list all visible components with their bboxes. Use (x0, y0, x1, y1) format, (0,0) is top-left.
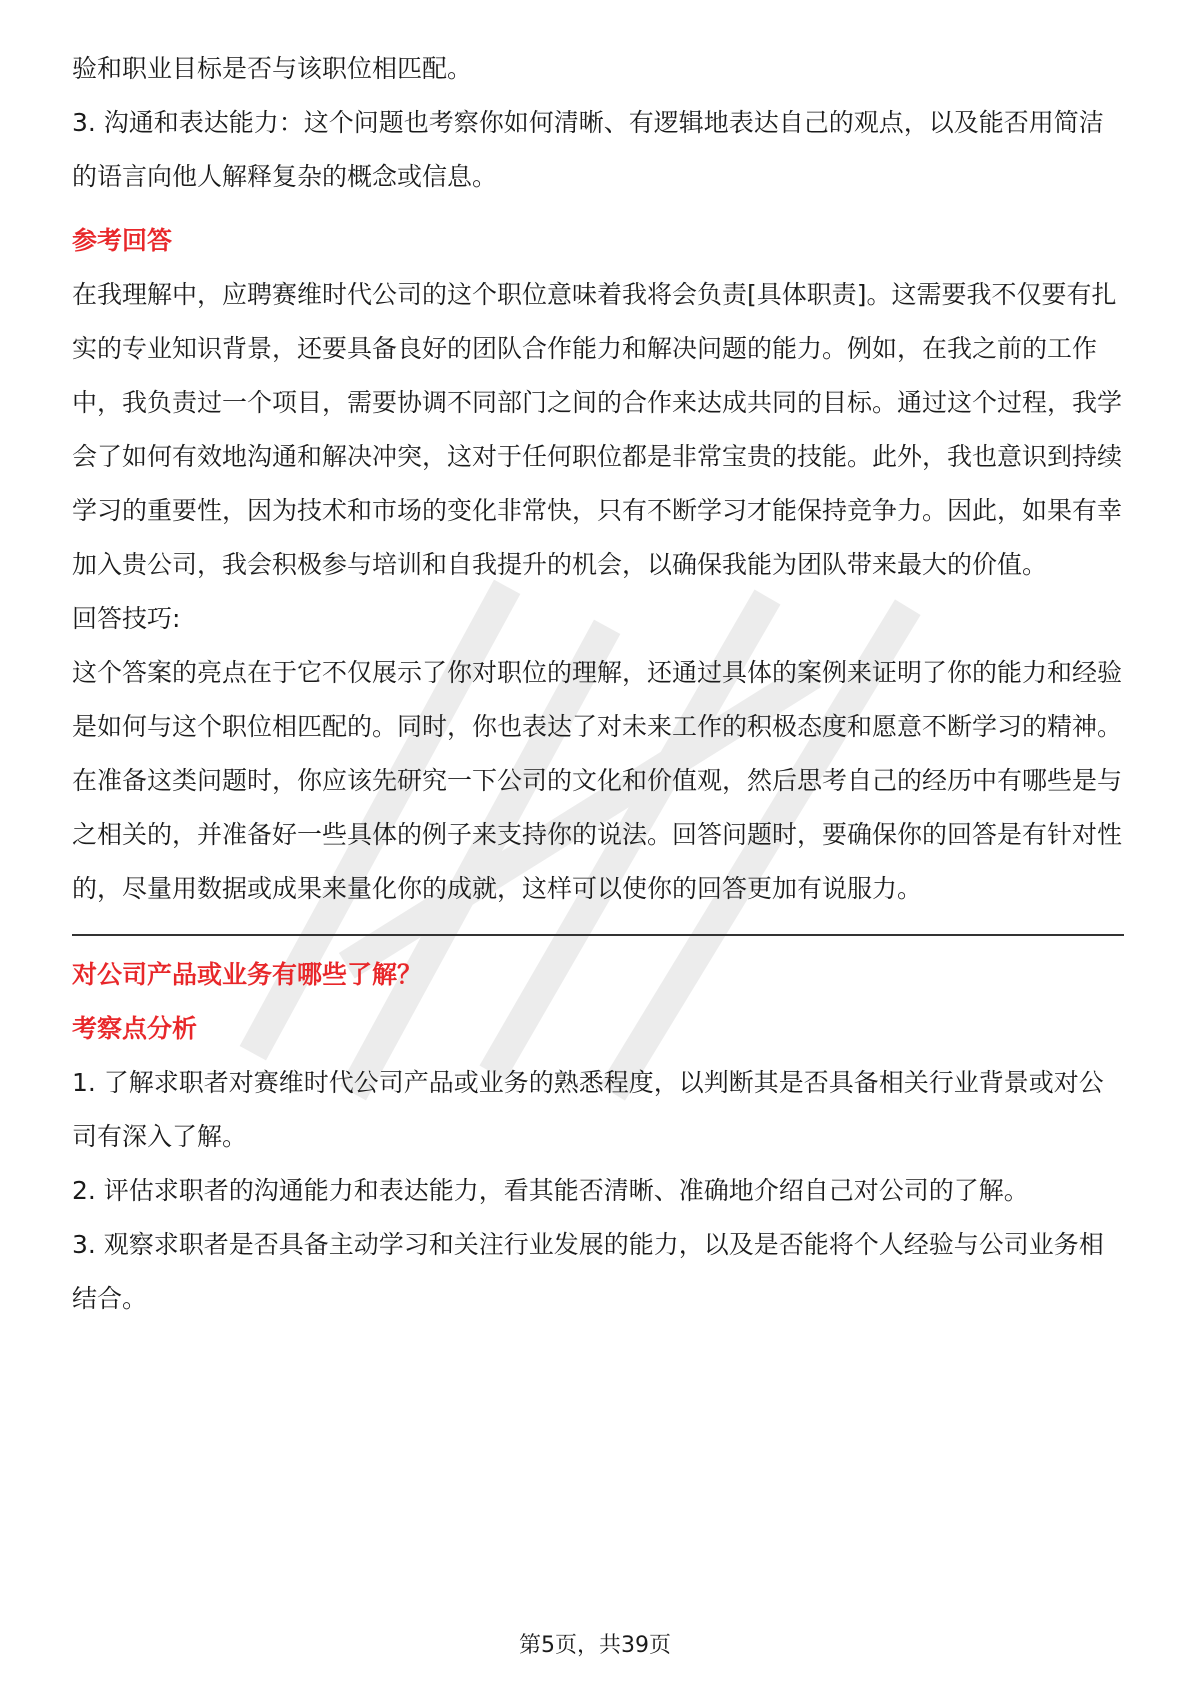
heading-question: 对公司产品或业务有哪些了解？ (72, 960, 423, 989)
tips-label: 回答技巧: (72, 604, 181, 633)
page-number-footer: 第5页，共39页 (519, 1633, 671, 1658)
heading-analysis: 考察点分析 (72, 1014, 198, 1043)
document-body (72, 42, 1122, 1326)
paragraph-continuation: 验和职业目标是否与该职位相匹配。 (72, 54, 473, 83)
heading-reference-answer: 参考回答 (72, 226, 173, 255)
analysis-item-2: 2. 评估求职者的沟通能力和表达能力，看其能否清晰、准确地介绍自己对公司的了解。 (72, 1176, 1029, 1205)
paragraph-communication-point: 3. 沟通和表达能力：这个问题也考察你如何清晰、有逻辑地表达自己的观点，以及能否用简洁的语言向他人解释复杂的概念或信息。 (72, 108, 1104, 191)
paragraph-reference-answer: 在我理解中，应聘赛维时代公司的这个职位意味着我将会负责[具体职责]。这需要我不仅要有扎实的专业知识背景，还要具备良好的团队合作能力和解决问题的能力。例如，在我之前的工作中，我负责过一个项目，需要协调不同部门之间的合作来达成共同的目标。通过这个过程，我学会了如何有效地沟通和解决冲突，这对于任何职位都是非常宝贵的技能。此外，我也意识到持续学习的重要性，因为技术和市场的变化非常快，只有不断学习才能保持竞争力。因此，如果有幸加入贵公司，我会积极参与培训和自我提升的机会，以确保我能为团队带来最大的价值。 (72, 280, 1123, 579)
analysis-item-3: 3. 观察求职者是否具备主动学习和关注行业发展的能力，以及是否能将个人经验与公司业务相结合。 (72, 1230, 1104, 1313)
section-divider (72, 934, 1124, 936)
paragraph-answer-tips: 这个答案的亮点在于它不仅展示了你对职位的理解，还通过具体的案例来证明了你的能力和经验是如何与这个职位相匹配的。同时，你也表达了对未来工作的积极态度和愿意不断学习的精神。在准备这类问题时，你应该先研究一下公司的文化和价值观，然后思考自己的经历中有哪些是与之相关的，并准备好一些具体的例子来支持你的说法。回答问题时，要确保你的回答是有针对性的，尽量用数据或成果来量化你的成就，这样可以使你的回答更加有说服力。 (72, 658, 1123, 903)
analysis-item-1: 1. 了解求职者对赛维时代公司产品或业务的熟悉程度，以判断其是否具备相关行业背景或对公司有深入了解。 (72, 1068, 1104, 1151)
